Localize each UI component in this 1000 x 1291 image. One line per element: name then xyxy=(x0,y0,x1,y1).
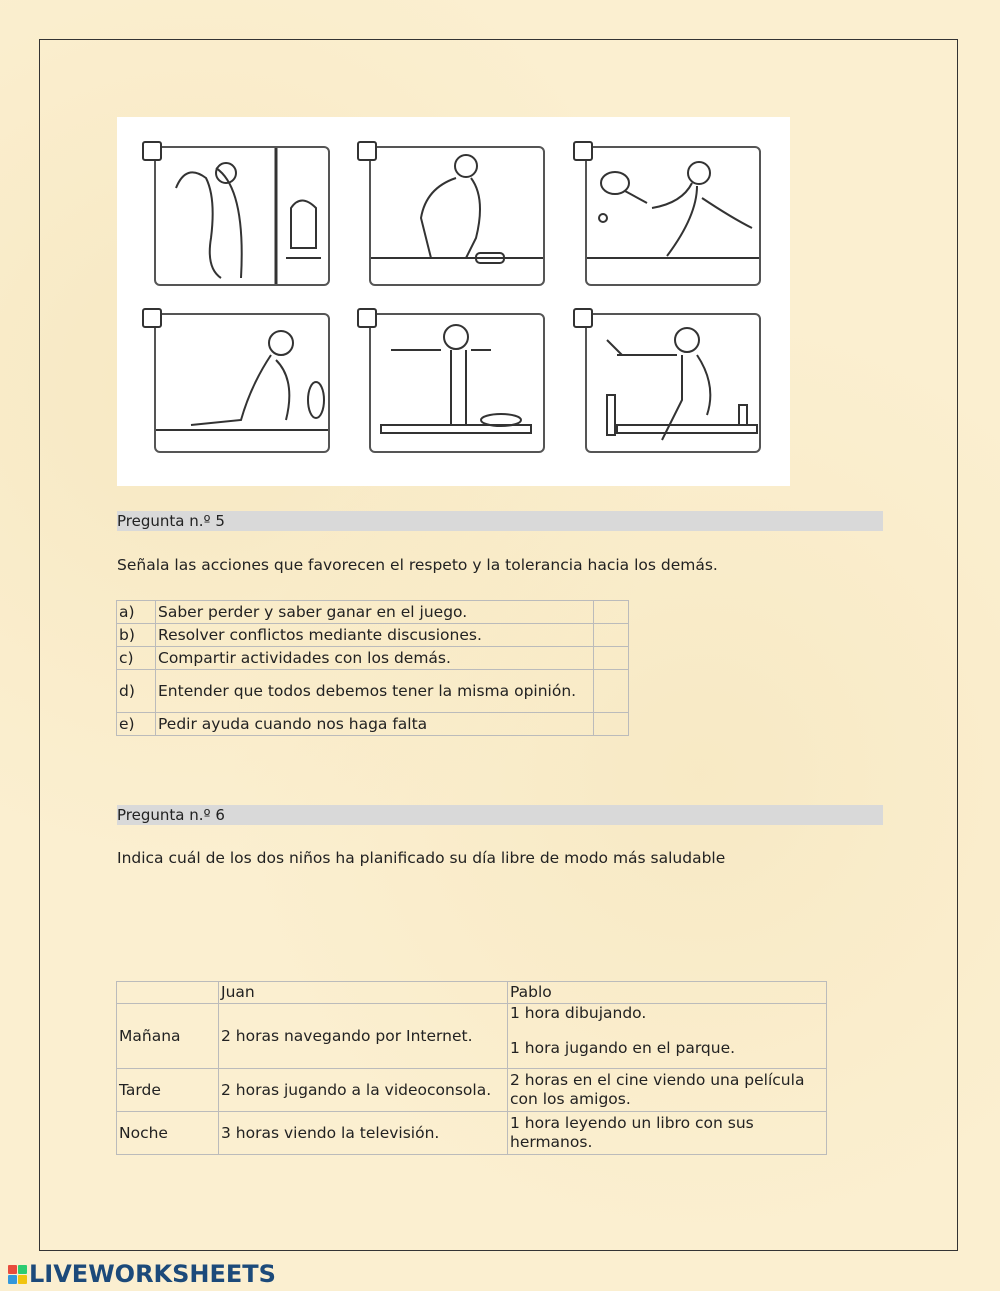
schedule-row-night xyxy=(117,1112,827,1155)
option-text: Resolver conflictos mediante discusiones. xyxy=(156,624,594,647)
option-letter: d) xyxy=(117,670,156,713)
option-row-c xyxy=(117,647,629,670)
question-6-prompt: Indica cuál de los dos niños ha planificado su día libre de modo más saludable xyxy=(117,849,726,867)
checkbox-image-3[interactable] xyxy=(573,141,593,161)
checkbox-image-5[interactable] xyxy=(357,308,377,328)
image-shoes xyxy=(369,146,545,286)
question-6-header: Pregunta n.º 6 xyxy=(117,805,883,825)
option-text: Entender que todos debemos tener la misma opinión. xyxy=(156,670,594,713)
image-shower xyxy=(154,146,330,286)
header-juan: Juan xyxy=(219,982,508,1004)
schedule-header-row xyxy=(117,982,827,1004)
illustrations xyxy=(117,117,790,486)
option-row-e xyxy=(117,713,629,736)
logo-text: LIVEWORKSHEETS xyxy=(29,1260,276,1288)
liveworksheets-logo xyxy=(8,1260,276,1288)
option-text: Compartir actividades con los demás. xyxy=(156,647,594,670)
checkbox-image-2[interactable] xyxy=(357,141,377,161)
schedule-table xyxy=(116,981,827,1155)
option-row-a xyxy=(117,601,629,624)
option-answer-c[interactable] xyxy=(594,647,629,670)
image-drinking xyxy=(154,313,330,453)
option-row-b xyxy=(117,624,629,647)
juan-cell: 3 horas viendo la televisión. xyxy=(219,1112,508,1155)
schedule-row-morning xyxy=(117,1004,827,1069)
juan-cell: 2 horas jugando a la videoconsola. xyxy=(219,1069,508,1112)
option-letter: e) xyxy=(117,713,156,736)
option-row-d xyxy=(117,670,629,713)
question-5-header: Pregunta n.º 5 xyxy=(117,511,883,531)
option-letter: b) xyxy=(117,624,156,647)
option-answer-e[interactable] xyxy=(594,713,629,736)
option-answer-d[interactable] xyxy=(594,670,629,713)
option-letter: a) xyxy=(117,601,156,624)
option-text: Saber perder y saber ganar en el juego. xyxy=(156,601,594,624)
pablo-activity: 1 hora dibujando. xyxy=(510,1004,647,1022)
question-5-options-table xyxy=(116,600,629,736)
juan-cell: 2 horas navegando por Internet. xyxy=(219,1004,508,1069)
option-answer-b[interactable] xyxy=(594,624,629,647)
pablo-activity: 1 hora jugando en el parque. xyxy=(510,1039,736,1057)
question-5-prompt: Señala las acciones que favorecen el respeto y la tolerancia hacia los demás. xyxy=(117,556,718,574)
checkbox-image-6[interactable] xyxy=(573,308,593,328)
image-refusing xyxy=(585,313,761,453)
schedule-row-afternoon xyxy=(117,1069,827,1112)
pablo-cell: 1 hora leyendo un libro con sus hermanos. xyxy=(508,1112,827,1155)
row-label: Mañana xyxy=(117,1004,219,1069)
checkbox-image-1[interactable] xyxy=(142,141,162,161)
logo-grid-icon xyxy=(8,1265,27,1284)
row-label: Tarde xyxy=(117,1069,219,1112)
header-pablo: Pablo xyxy=(508,982,827,1004)
checkbox-image-4[interactable] xyxy=(142,308,162,328)
option-answer-a[interactable] xyxy=(594,601,629,624)
pablo-cell: 2 horas en el cine viendo una película con los amigos. xyxy=(508,1069,827,1112)
header-empty xyxy=(117,982,219,1004)
image-stretching xyxy=(369,313,545,453)
option-text: Pedir ayuda cuando nos haga falta xyxy=(156,713,594,736)
row-label: Noche xyxy=(117,1112,219,1155)
pablo-cell xyxy=(508,1004,827,1069)
option-letter: c) xyxy=(117,647,156,670)
image-tennis xyxy=(585,146,761,286)
